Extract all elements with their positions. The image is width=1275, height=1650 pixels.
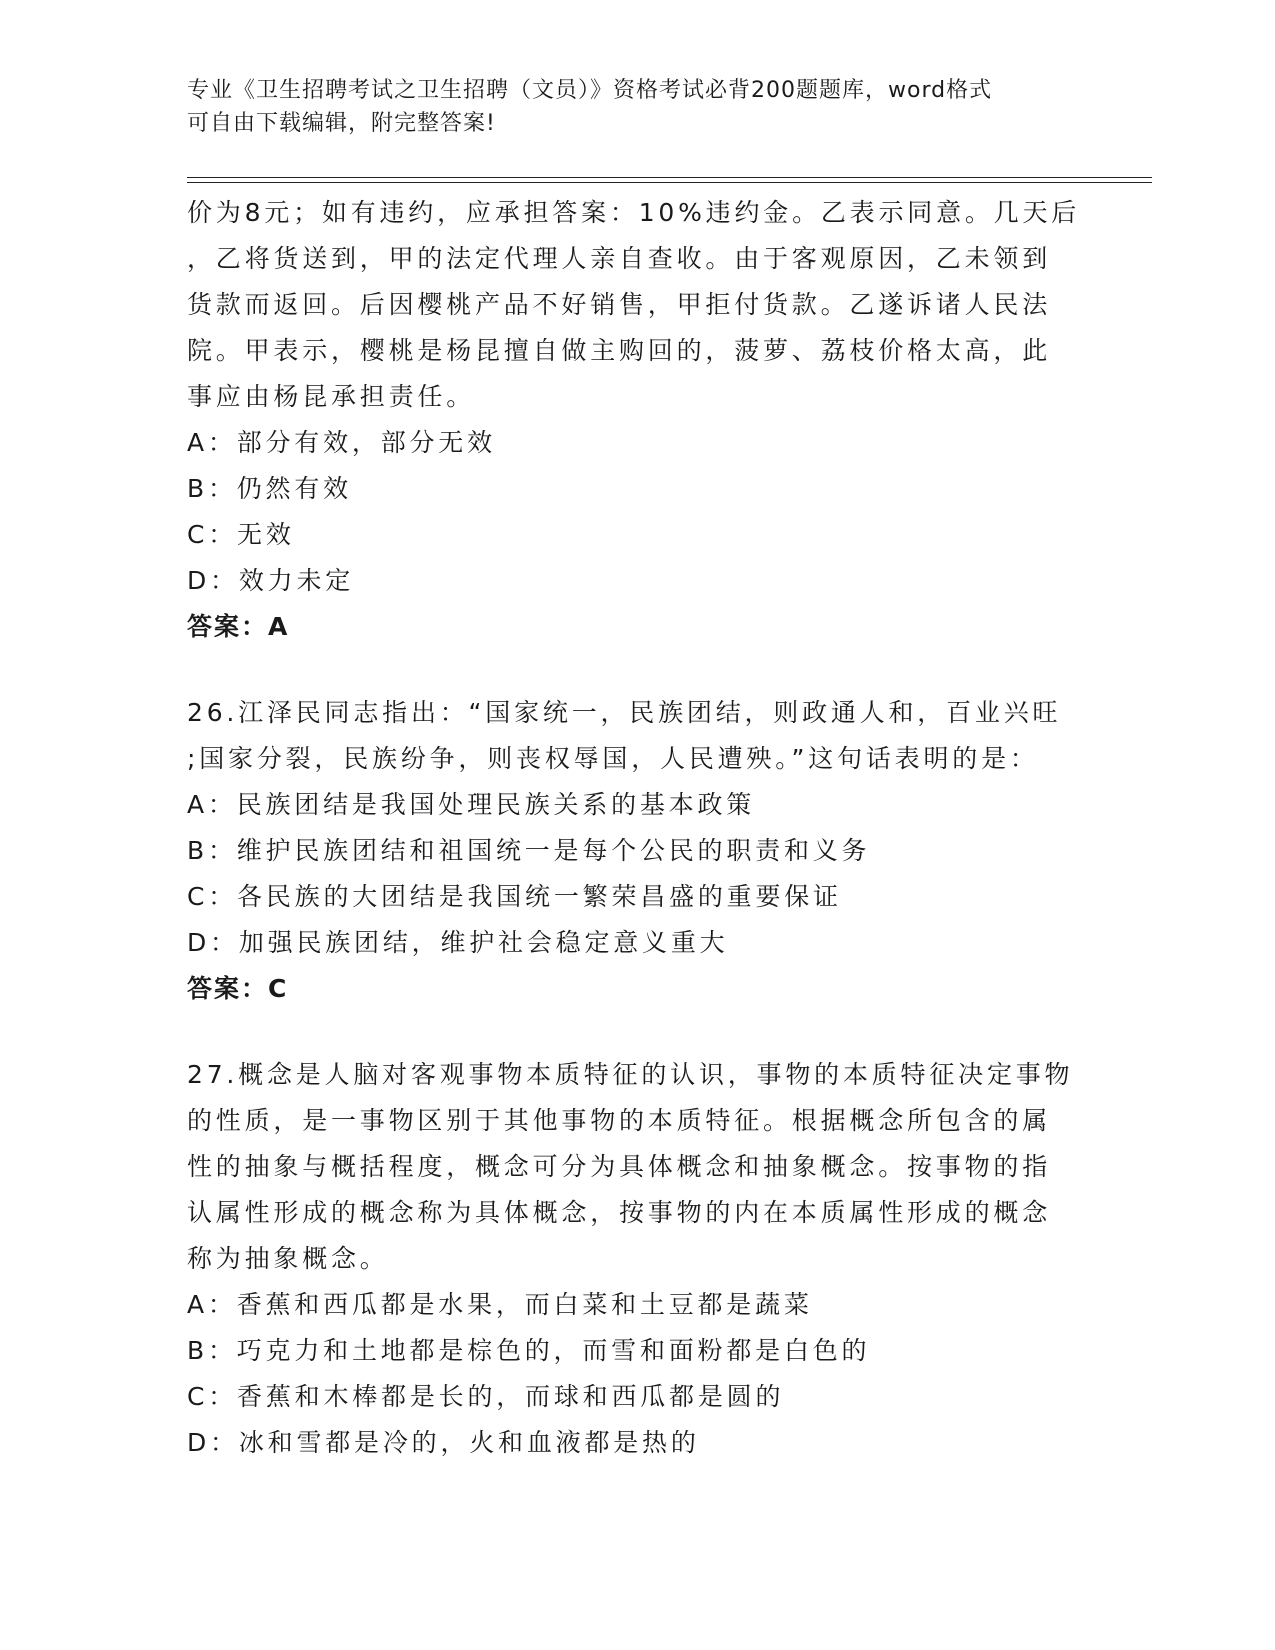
answer-line: 答案：A bbox=[187, 612, 290, 641]
question-text-line: 事应由杨昆承担责任。 bbox=[187, 382, 476, 411]
document-body bbox=[187, 190, 1087, 1466]
option-b: B：维护民族团结和祖国统一是每个公民的职责和义务 bbox=[187, 836, 871, 865]
question-text-line: 价为8元；如有违约，应承担答案：10%违约金。乙表示同意。几天后 bbox=[187, 198, 1081, 227]
header-title-line-1: 专业《卫生招聘考试之卫生招聘（文员）》资格考试必背200题题库，word格式 bbox=[187, 78, 993, 103]
question-26 bbox=[187, 690, 1087, 1012]
question-text-line: 的性质，是一事物区别于其他事物的本质特征。根据概念所包含的属 bbox=[187, 1106, 1052, 1135]
option-d: D：冰和雪都是冷的，火和血液都是热的 bbox=[187, 1428, 700, 1457]
question-25-continued bbox=[187, 190, 1087, 650]
question-text-line: ，乙将货送到，甲的法定代理人亲自查收。由于客观原因，乙未领到 bbox=[187, 244, 1052, 273]
question-27 bbox=[187, 1052, 1087, 1466]
header-divider-top bbox=[187, 177, 1152, 178]
spacer bbox=[187, 650, 1087, 690]
option-a: A：部分有效，部分无效 bbox=[187, 428, 496, 457]
question-text-line: 货款而返回。后因樱桃产品不好销售，甲拒付货款。乙遂诉诸人民法 bbox=[187, 290, 1052, 319]
option-a: A：民族团结是我国处理民族关系的基本政策 bbox=[187, 790, 756, 819]
option-b: B：巧克力和土地都是棕色的，而雪和面粉都是白色的 bbox=[187, 1336, 871, 1365]
question-text-line: 称为抽象概念。 bbox=[187, 1244, 389, 1273]
option-c: C：各民族的大团结是我国统一繁荣昌盛的重要保证 bbox=[187, 882, 842, 911]
header-title-line-2: 可自由下载编辑，附完整答案! bbox=[187, 111, 496, 136]
question-text-line: 26.江泽民同志指出：“国家统一，民族团结，则政通人和，百业兴旺 bbox=[187, 698, 1062, 727]
question-text-line: 院。甲表示，樱桃是杨昆擅自做主购回的，菠萝、荔枝价格太高，此 bbox=[187, 336, 1052, 365]
option-c: C：香蕉和木棒都是长的，而球和西瓜都是圆的 bbox=[187, 1382, 785, 1411]
option-b: B：仍然有效 bbox=[187, 474, 352, 503]
spacer bbox=[187, 1012, 1087, 1052]
option-d: D：加强民族团结，维护社会稳定意义重大 bbox=[187, 928, 729, 957]
question-text-line: 认属性形成的概念称为具体概念，按事物的内在本质属性形成的概念 bbox=[187, 1198, 1052, 1227]
page-header bbox=[187, 74, 1067, 140]
question-text-line: 27.概念是人脑对客观事物本质特征的认识，事物的本质特征决定事物 bbox=[187, 1060, 1074, 1089]
option-a: A：香蕉和西瓜都是水果，而白菜和土豆都是蔬菜 bbox=[187, 1290, 813, 1319]
question-text-line: 性的抽象与概括程度，概念可分为具体概念和抽象概念。按事物的指 bbox=[187, 1152, 1052, 1181]
answer-line: 答案：C bbox=[187, 974, 289, 1003]
option-d: D：效力未定 bbox=[187, 566, 355, 595]
header-divider-bottom bbox=[187, 182, 1152, 183]
question-text-line: ;国家分裂，民族纷争，则丧权辱国，人民遭殃。”这句话表明的是： bbox=[187, 744, 1039, 773]
option-c: C：无效 bbox=[187, 520, 295, 549]
